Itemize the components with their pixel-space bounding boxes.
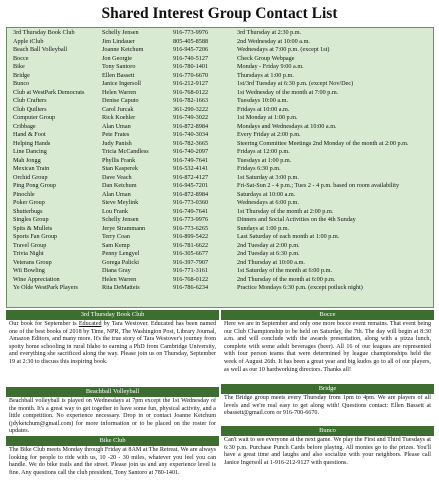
contact-name: Schelly Jensen — [102, 29, 139, 36]
contact-group: Cribbage — [13, 122, 36, 130]
contact-schedule: Monday - Friday 9:00 a.m. — [237, 63, 304, 71]
contact-phone: 916-768-0122 — [173, 275, 209, 283]
contact-name: Terry Coan — [102, 233, 130, 241]
book-club-section — [6, 310, 219, 388]
contact-name: Steve Meylink — [102, 199, 139, 207]
contact-name: Phyllis Frank — [102, 156, 136, 164]
contact-phone: 916-773-9976 — [173, 29, 209, 36]
bocce-section — [221, 310, 434, 384]
contact-schedule: Every Friday at 2:00 p.m. — [237, 131, 301, 139]
contact-row — [13, 216, 433, 225]
contact-group: Apple iClub — [13, 37, 44, 45]
contact-schedule: 2nd Tuesday at 6:30 p.m. — [237, 250, 300, 258]
contact-group: Ye Olde WestPark Players — [13, 284, 78, 292]
contact-schedule: Steering Committee Meetings 2nd Monday of the month at 2:00 p.m. — [237, 139, 409, 147]
contact-phone: 916-749-3022 — [173, 114, 209, 122]
contact-name: Penny Lengyel — [102, 250, 140, 258]
contact-name: Helen Warren — [102, 88, 137, 96]
contact-phone: 916-397-7907 — [173, 258, 209, 266]
volleyball-section — [6, 387, 219, 437]
contact-schedule: Tuesdays 10:00 a.m. — [237, 97, 288, 105]
contact-phone: 916-773-6265 — [173, 224, 209, 232]
contact-row — [13, 89, 433, 98]
bike-body: The Bike Club meets Monday through Friday at 8AM at The Retreat. We are always looking for people to ride with us, 10 -20 - 30 miles, whatever you feel you can handle. We do bike trails and the street. Please join us and any experience level is fine. Any questions call the club president, Tony Santoro at 780-1401. — [6, 446, 219, 480]
contact-row — [13, 174, 433, 183]
contact-phone: 916-786-6234 — [173, 284, 209, 292]
contact-row — [13, 259, 433, 268]
volleyball-body: Beachball volleyball is played on Wednesdays at 7pm except the 1st Wednesday of the month. It's a great way to get together to have some fun, physical activity, and a little competition. No experience necessary. Drop in or contact Joanne Ketchum (jdyketchum@gmail.com) for more information or to be placed on the roster for updates. — [6, 397, 219, 437]
contact-group: Spits & Mullets — [13, 224, 53, 232]
contact-phone: 916-781-6622 — [173, 241, 209, 249]
contact-group: Helping Hands — [13, 139, 51, 147]
contact-name: Jerye Strammann — [102, 224, 146, 232]
contact-phone: 916-305-6677 — [173, 250, 209, 258]
contact-row — [13, 46, 433, 55]
contact-name: Lou Frank — [102, 207, 128, 215]
contact-group: Orchid Group — [13, 173, 48, 181]
contact-row — [13, 284, 433, 293]
contact-group: Wine Appreciation — [13, 275, 60, 283]
contact-group: Sports Fan Group — [13, 233, 58, 241]
contact-name: Rita DeMatteis — [102, 284, 140, 292]
contact-name: Rick Koehler — [102, 114, 136, 122]
bridge-section — [221, 384, 434, 426]
contact-phone: 916-899-5422 — [173, 233, 209, 241]
contact-row — [13, 131, 433, 140]
contact-schedule: 1st Monday at 1:00 p.m. — [237, 114, 298, 122]
contact-row — [13, 148, 433, 157]
contact-name: Dan Ketchum — [102, 182, 137, 190]
contact-group: Veterans Group — [13, 258, 52, 266]
contact-group: Bridge — [13, 71, 30, 79]
contact-schedule: 1st Saturday at 3:00 p.m. — [237, 173, 299, 181]
contact-name: Janice Ingersoll — [102, 80, 142, 88]
bridge-body: The Bridge group meets every Thursday from 1pm to 4pm. We are players of all levels and we're real easy to get along with! Questions contact: Ellen Bassett at ebassett@gmail.com or 916-700-6670. — [221, 394, 434, 426]
bocce-heading: Bocce — [221, 310, 434, 320]
contact-row — [13, 123, 433, 132]
contact-group: Club at WestPark Democrats — [13, 88, 85, 96]
contact-group: Wii Bowling — [13, 267, 45, 275]
contact-group: Travel Group — [13, 241, 47, 249]
contact-row — [13, 63, 433, 72]
contact-name: Judy Panish — [102, 139, 132, 147]
contact-row — [13, 114, 433, 123]
contact-name: Alan Uman — [102, 122, 131, 130]
contact-row — [13, 242, 433, 251]
contact-row — [13, 97, 433, 106]
contact-group: Trivia Night — [13, 250, 44, 258]
contact-schedule: Dinners and Social Activities on the 4th Sunday — [237, 216, 356, 224]
contact-phone: 916-773-9976 — [173, 216, 209, 224]
contact-row — [13, 182, 433, 191]
contact-name: Jim Lindauer — [102, 37, 135, 45]
contact-row — [13, 191, 433, 200]
contact-schedule: 1st Saturday of the month at 6:00 p.m. — [237, 267, 333, 275]
bunco-body: Can't wait to see everyone at the next game. We play the First and Third Tuesdays at 6:30 p.m. Purchase Punch Cards before playing. All monies go to the prizes. You'll have a great time and laughs and also socialize with your neighbors. Please call Janice Ingersoll at 1-916-212-9127 with questions. — [221, 436, 434, 480]
contact-schedule: Fri-Sat-Sun 2 - 4 p.m.; Tues 2 - 4 p.m. based on room availability — [237, 182, 400, 190]
contact-phone: 916-872-4127 — [173, 173, 209, 181]
contact-phone: 916-782-1663 — [173, 97, 209, 105]
contact-row — [13, 267, 433, 276]
contact-group: Beach Ball Volleyball — [13, 46, 68, 54]
contact-group: Hand & Foot — [13, 131, 46, 139]
contact-group: Line Dancing — [13, 148, 47, 156]
contact-phone: 916-740-2097 — [173, 148, 209, 156]
contact-schedule: Wednesdays at 6:00 p.m. — [237, 199, 299, 207]
contact-row — [13, 208, 433, 217]
contact-group: Mah Jongg — [13, 156, 41, 164]
contact-phone: 916-945-7201 — [173, 182, 209, 190]
contact-group: Singles Group — [13, 216, 49, 224]
contact-group: Poker Group — [13, 199, 45, 207]
contact-name: Ellen Bassett — [102, 71, 135, 79]
contact-name: Helen Warren — [102, 275, 137, 283]
contact-phone: 916-740-5127 — [173, 54, 209, 62]
contact-schedule: Sundays at 1:00 p.m. — [237, 224, 290, 232]
contact-name: Joanne Ketchum — [102, 46, 144, 54]
volleyball-heading: Beachball Volleyball — [6, 387, 219, 397]
bridge-heading: Bridge — [221, 384, 434, 394]
contact-table — [6, 27, 434, 308]
contact-schedule: Last Saturday of each month at 1:00 p.m. — [237, 233, 340, 241]
contact-group: Mexican Train — [13, 165, 50, 173]
contact-group: Bocce — [13, 54, 29, 62]
contact-phone: 916-773-0360 — [173, 199, 209, 207]
contact-row — [13, 29, 433, 38]
contact-phone: 916-532-4141 — [173, 165, 209, 173]
contact-name: Schelly Jensen — [102, 216, 139, 224]
contact-name: Carol Jurcak — [102, 105, 134, 113]
contact-group: Pinochle — [13, 190, 35, 198]
contact-phone: 916-749-7641 — [173, 207, 209, 215]
contact-phone: 916-780-1401 — [173, 63, 209, 71]
book-title-link[interactable]: Educated — [78, 321, 102, 327]
contact-name: Denise Caputo — [102, 97, 139, 105]
contact-schedule: 2nd Thursday of the month at 6:00 p.m. — [237, 275, 336, 283]
contact-name: Dave Veach — [102, 173, 132, 181]
contact-group: Bunco — [13, 80, 30, 88]
contact-name: Tricia McCandless — [102, 148, 149, 156]
contact-schedule: Fridays 6:30 p.m. — [237, 165, 281, 173]
contact-schedule: Saturdays at 10:00 a.m. — [237, 190, 296, 198]
contact-schedule: 1st Thursday of the month at 2:00 p.m. — [237, 207, 334, 215]
contact-row — [13, 157, 433, 166]
contact-row — [13, 199, 433, 208]
contact-schedule: 3rd Thursday at 2:30 p.m. — [237, 29, 302, 36]
contact-name: Diana Gray — [102, 267, 131, 275]
book-club-heading: 3rd Thursday Book Club — [6, 310, 219, 320]
contact-phone: 916-212-9127 — [173, 80, 209, 88]
contact-row — [13, 165, 433, 174]
contact-phone: 916-771-3161 — [173, 267, 209, 275]
bunco-heading: Bunco — [221, 426, 434, 436]
contact-name: Jon Georgie — [102, 54, 132, 62]
contact-row — [13, 225, 433, 234]
contact-row — [13, 140, 433, 149]
contact-group: Computer Group — [13, 114, 56, 122]
book-club-text-pre: Our book for September is — [9, 321, 79, 327]
contact-schedule: 2nd Wednesday at 10:00 a.m. — [237, 37, 310, 45]
contact-name: Stan Kasperek — [102, 165, 138, 173]
contact-schedule: Wednesdays at 7:00 p.m. (except 1st) — [237, 46, 330, 54]
bocce-body: Here we are in September and only one more bocce event remains. That event being our Club Championship to be held on Saturday, the 7th. The day will begin at 8:30 a.m. and will conclude with the awards presentation, along with a pizza lunch, complete with some adult beverages (beer). All 16 of our leagues are represented with four person teams that were determined by league championships held the week of August 26th. It has been a great year and big kudos go to all of our players, as well as our 10 hardworking directors. Thanks all! — [221, 320, 434, 384]
contact-schedule: Fridays at 12:00 p.m. — [237, 148, 290, 156]
contact-schedule: Thursdays at 1:00 p.m. — [237, 71, 294, 79]
contact-schedule: Mondays and Wednesdays at 10:00 a.m. — [237, 122, 337, 130]
contact-row — [13, 276, 433, 285]
contact-group: Shutterbugs — [13, 207, 43, 215]
contact-row — [13, 250, 433, 259]
bunco-section — [221, 426, 434, 480]
contact-phone: 361-290-3222 — [173, 105, 209, 113]
contact-name: Alan Uman — [102, 190, 131, 198]
contact-phone: 916-740-3034 — [173, 131, 209, 139]
contact-row — [13, 55, 433, 64]
contact-schedule: 2nd Thursday at 10:00 a.m. — [237, 258, 305, 266]
bike-heading: Bike Club — [6, 436, 219, 446]
page-title: Shared Interest Group Contact List — [101, 5, 338, 22]
contact-phone: 916-768-0122 — [173, 88, 209, 96]
contact-phone: 916-770-6670 — [173, 71, 209, 79]
contact-phone: 916-749-7641 — [173, 156, 209, 164]
contact-phone: 916-782-3665 — [173, 139, 209, 147]
contact-schedule: Practice Mondays 6:30 p.m. (except potluck night) — [237, 284, 363, 292]
contact-row — [13, 233, 433, 242]
bike-section — [6, 436, 219, 480]
contact-schedule: 1st Wednesday of the month at 7:00 p.m. — [237, 88, 339, 96]
contact-schedule: Check Group Webpage — [237, 54, 295, 62]
contact-schedule: 2nd Tuesday at 2:00 p.m. — [237, 241, 300, 249]
contact-name: Sam Kemp — [102, 241, 130, 249]
contact-row — [13, 106, 433, 115]
book-club-text-post: by Tara Westover. Educated has been named one of the best books of 2018 by Time, NPR, The Washington Post, Library Journal, Amazon Editors, and many more. It's the true story of Tara Westover's journey from spotty home schooling in rural Idaho to earning a PhD from Cambridge University, and everything she sacrificed along the way. Please join us on Thursday, September 19 at 2:30 to discuss this inspiring book. — [9, 321, 216, 365]
contact-schedule: Fridays at 10:00 a.m. — [237, 105, 290, 113]
contact-phone: 916-872-8984 — [173, 190, 209, 198]
contact-schedule: Tuesdays at 1:00 p.m. — [237, 156, 292, 164]
contact-phone: 805-405-8588 — [173, 37, 209, 45]
contact-phone: 916-945-7206 — [173, 46, 209, 54]
contact-phone: 916-872-8984 — [173, 122, 209, 130]
contact-group: Bike — [13, 63, 25, 71]
contact-name: Pete Frates — [102, 131, 130, 139]
contact-schedule: 1st/3rd Tuesday at 6:30 p.m. (except Nov/Dec) — [237, 80, 354, 88]
book-club-body — [6, 320, 219, 388]
contact-row — [13, 72, 433, 81]
contact-group: Club Crafters — [13, 97, 47, 105]
contact-group: Ping Pong Group — [13, 182, 56, 190]
contact-name: Gorega Palicki — [102, 258, 139, 266]
contact-row — [13, 38, 433, 47]
contact-row — [13, 80, 433, 89]
contact-group: 3rd Thursday Book Club — [13, 29, 75, 36]
contact-group: Club Quilters — [13, 105, 47, 113]
contact-name: Tony Santoro — [102, 63, 136, 71]
